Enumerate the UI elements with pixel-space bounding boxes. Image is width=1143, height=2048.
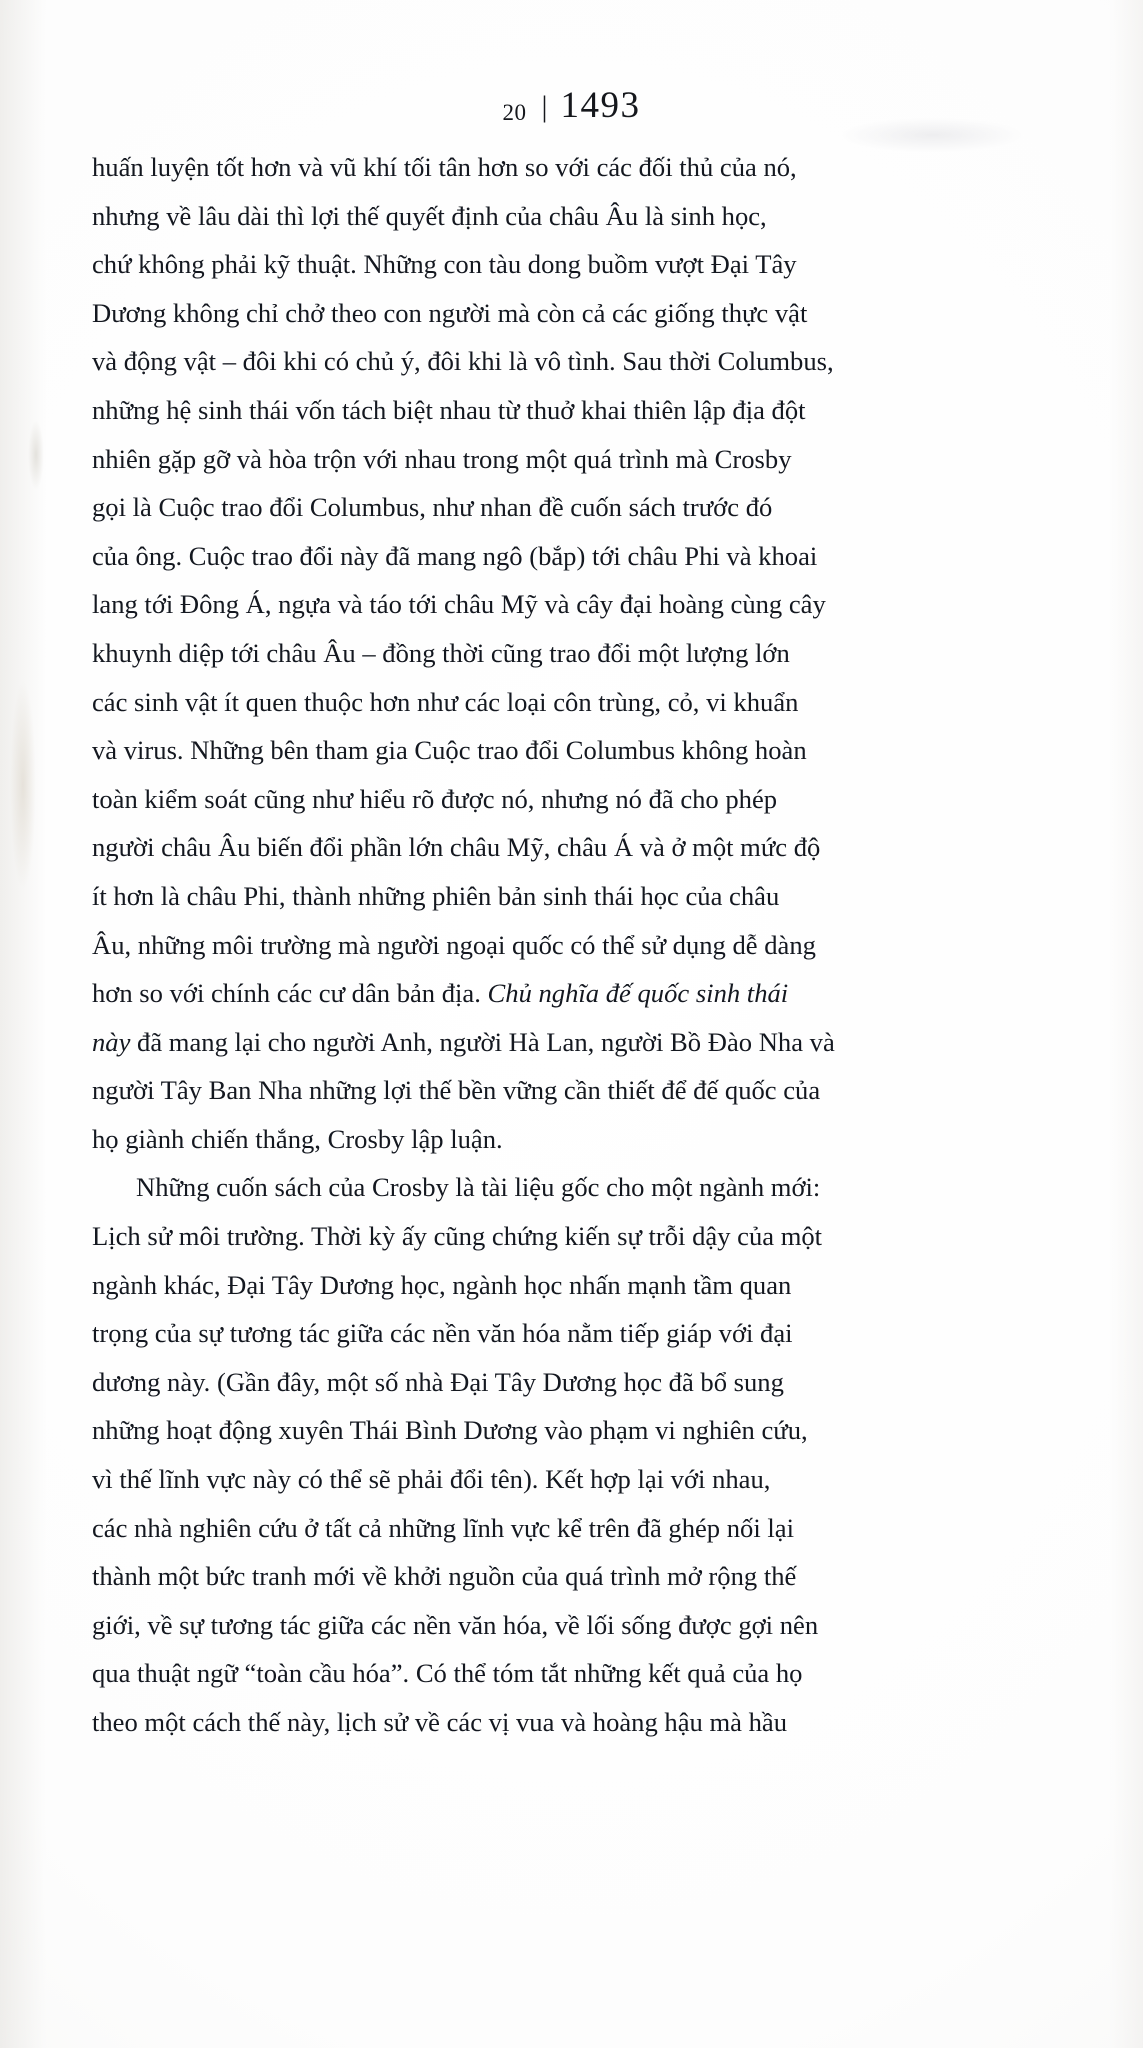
body-text xyxy=(92,143,835,1747)
text-line: lang tới Đông Á, ngựa và táo tới châu Mỹ và cây đại hoàng cùng cây xyxy=(92,589,826,620)
text-line: nhưng về lâu dài thì lợi thế quyết định của châu Âu là sinh học, xyxy=(92,200,767,231)
book-title: 1493 xyxy=(560,85,641,126)
italic-phrase: này xyxy=(92,1026,131,1057)
text-line: toàn kiểm soát cũng như hiểu rõ được nó, nhưng nó đã cho phép xyxy=(92,783,778,814)
text-line: Những cuốn sách của Crosby là tài liệu gốc cho một ngành mới: xyxy=(136,1172,821,1203)
text-line: người châu Âu biến đổi phần lớn châu Mỹ, châu Á và ở một mức độ xyxy=(92,832,821,863)
text-line: và động vật – đôi khi có chủ ý, đôi khi là vô tình. Sau thời Columbus, xyxy=(92,346,834,377)
text-line: này đã mang lại cho người Anh, người Hà Lan, người Bồ Đào Nha và xyxy=(92,1026,835,1057)
text-line: thành một bức tranh mới về khởi nguồn của quá trình mở rộng thế xyxy=(92,1561,797,1592)
text-line: giới, về sự tương tác giữa các nền văn hóa, về lối sống được gợi nên xyxy=(92,1609,819,1640)
text-line: hơn so với chính các cư dân bản địa. Chủ nghĩa đế quốc sinh thái xyxy=(92,978,789,1009)
text-line: Dương không chỉ chở theo con người mà còn cả các giống thực vật xyxy=(92,297,808,328)
text-line: ít hơn là châu Phi, thành những phiên bản sinh thái học của châu xyxy=(92,880,780,911)
text-line: ngành khác, Đại Tây Dương học, ngành học nhấn mạnh tầm quan xyxy=(92,1269,792,1300)
italic-phrase: Chủ nghĩa đế quốc sinh thái xyxy=(487,978,789,1009)
text-line: nhiên gặp gỡ và hòa trộn với nhau trong một quá trình mà Crosby xyxy=(92,443,792,474)
running-head xyxy=(0,84,1143,127)
text-line: những hoạt động xuyên Thái Bình Dương vào phạm vi nghiên cứu, xyxy=(92,1415,808,1446)
text-line: theo một cách thế này, lịch sử về các vị vua và hoàng hậu mà hầu xyxy=(92,1707,788,1737)
text-line: người Tây Ban Nha những lợi thế bền vững cần thiết để đế quốc của xyxy=(92,1075,821,1106)
text-line: gọi là Cuộc trao đổi Columbus, như nhan đề cuốn sách trước đó xyxy=(92,492,773,523)
text-line: trọng của sự tương tác giữa các nền văn hóa nằm tiếp giáp với đại xyxy=(92,1318,793,1349)
text-line: dương này. (Gần đây, một số nhà Đại Tây Dương học đã bổ sung xyxy=(92,1366,784,1397)
text-line: vì thế lĩnh vực này có thể sẽ phải đổi tên). Kết hợp lại với nhau, xyxy=(92,1464,771,1495)
text-line: họ giành chiến thắng, Crosby lập luận. xyxy=(92,1123,503,1154)
text-line: huấn luyện tốt hơn và vũ khí tối tân hơn so với các đối thủ của nó, xyxy=(92,152,797,182)
text-line: qua thuật ngữ “toàn cầu hóa”. Có thể tóm tắt những kết quả của họ xyxy=(92,1658,803,1689)
text-line: của ông. Cuộc trao đổi này đã mang ngô (bắp) tới châu Phi và khoai xyxy=(92,540,818,571)
text-line: khuynh diệp tới châu Âu – đồng thời cũng trao đổi một lượng lớn xyxy=(92,637,790,668)
paragraph-1 xyxy=(92,143,835,1163)
text-line: các sinh vật ít quen thuộc hơn như các loại côn trùng, cỏ, vi khuẩn xyxy=(92,686,799,717)
running-head-separator: | xyxy=(541,90,548,123)
paragraph-2 xyxy=(92,1163,829,1746)
text-line: Lịch sử môi trường. Thời kỳ ấy cũng chứng kiến sự trỗi dậy của một xyxy=(92,1221,823,1252)
text-line: Âu, những môi trường mà người ngoại quốc có thể sử dụng dễ dàng xyxy=(92,929,816,960)
text-line: và virus. Những bên tham gia Cuộc trao đổi Columbus không hoàn xyxy=(92,735,807,766)
chapter-number: 20 xyxy=(502,100,527,125)
text-line: những hệ sinh thái vốn tách biệt nhau từ thuở khai thiên lập địa đột xyxy=(92,394,806,425)
text-line: các nhà nghiên cứu ở tất cả những lĩnh vực kể trên đã ghép nối lại xyxy=(92,1512,794,1543)
text-line: chứ không phải kỹ thuật. Những con tàu dong buồm vượt Đại Tây xyxy=(92,249,797,280)
